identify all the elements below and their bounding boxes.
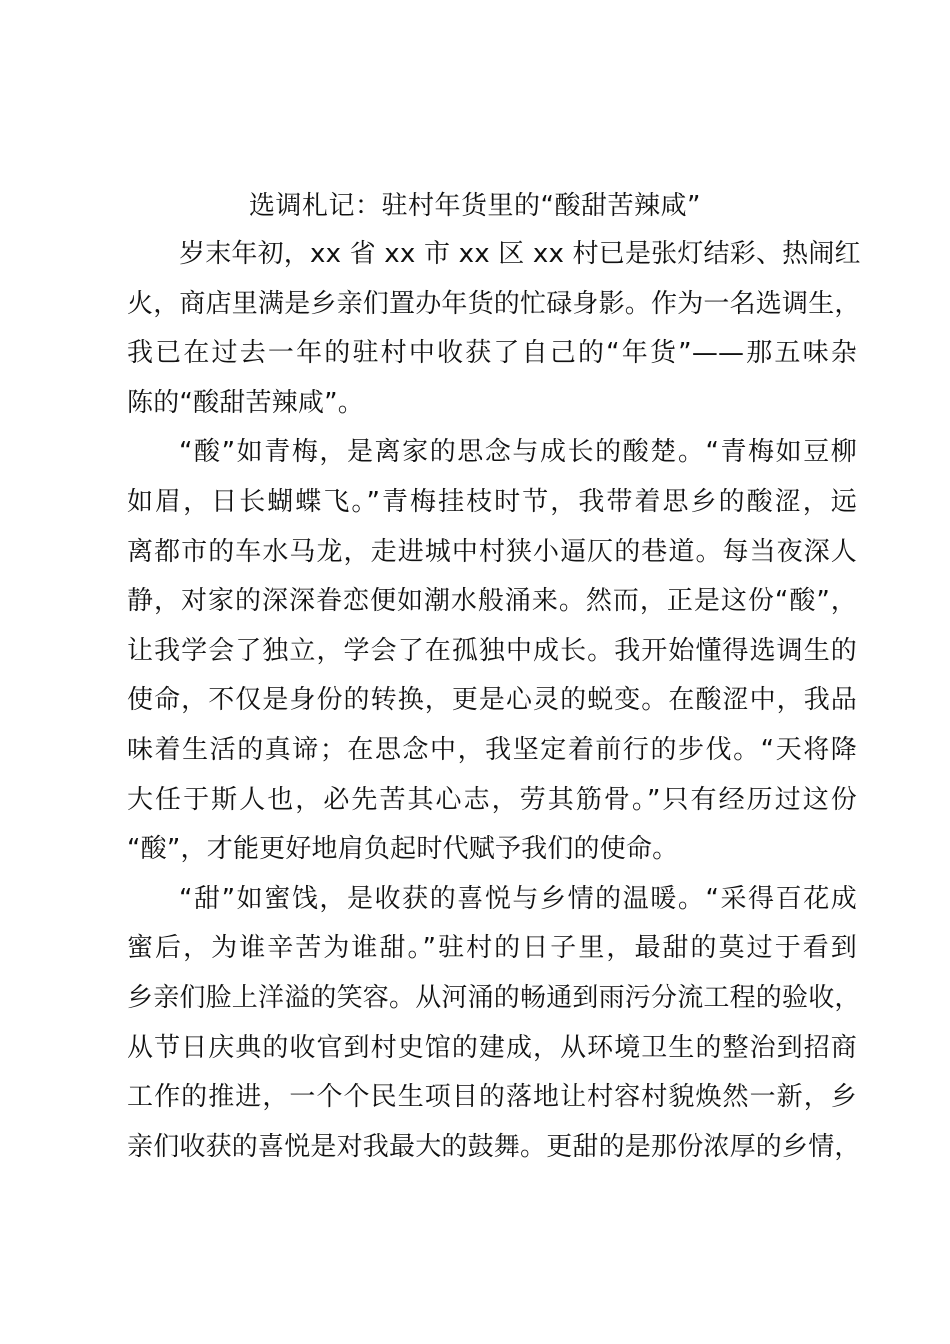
text-line: 工作的推进，一个个民生项目的落地让村容村貌焕然一新，乡 (127, 1082, 857, 1113)
text-line: 使命，不仅是身份的转换，更是心灵的蜕变。在酸涩中，我品 (127, 685, 857, 716)
text-line: 蜜后，为谁辛苦为谁甜。”驻村的日子里，最甜的莫过于看到 (127, 933, 857, 964)
text-line: “酸”，才能更好地肩负起时代赋予我们的使命。 (127, 834, 679, 865)
text-line: 从节日庆典的收官到村史馆的建成，从环境卫生的整治到招商 (127, 1032, 857, 1063)
text-line: 亲们收获的喜悦是对我最大的鼓舞。更甜的是那份浓厚的乡情， (127, 1131, 861, 1162)
text-line: 如眉，日长蝴蝶飞。”青梅挂枝时节，我带着思乡的酸涩，远 (127, 486, 857, 517)
text-line: 大任于斯人也，必先苦其心志，劳其筋骨。”只有经历过这份 (127, 784, 857, 815)
text-line: 静，对家的深深眷恋便如潮水般涌来。然而，正是这份“酸”， (127, 586, 857, 617)
text-line: “酸”如青梅，是离家的思念与成长的酸楚。“青梅如豆柳 (179, 437, 857, 468)
text-line: 陈的“酸甜苦辣咸”。 (127, 387, 364, 418)
text-line: 火，商店里满是乡亲们置办年货的忙碌身影。作为一名选调生， (127, 288, 861, 319)
document-body (127, 230, 861, 1172)
text-line: 乡亲们脸上洋溢的笑容。从河涌的畅通到雨污分流工程的验收， (127, 982, 861, 1013)
text-line: 让我学会了独立，学会了在孤独中成长。我开始懂得选调生的 (127, 635, 857, 666)
document-title: 选调札记：驻村年货里的“酸甜苦辣咸” (249, 191, 701, 221)
text-line: 岁末年初，xx 省 xx 市 xx 区 xx 村已是张灯结彩、热闹红 (179, 239, 861, 269)
text-line: 我已在过去一年的驻村中收获了自己的“年货”——那五味杂 (127, 338, 857, 369)
text-line: “甜”如蜜饯，是收获的喜悦与乡情的温暖。“采得百花成 (179, 883, 857, 914)
text-line: 离都市的车水马龙，走进城中村狭小逼仄的巷道。每当夜深人 (127, 536, 857, 567)
text-line: 味着生活的真谛；在思念中，我坚定着前行的步伐。“天将降 (127, 734, 857, 765)
